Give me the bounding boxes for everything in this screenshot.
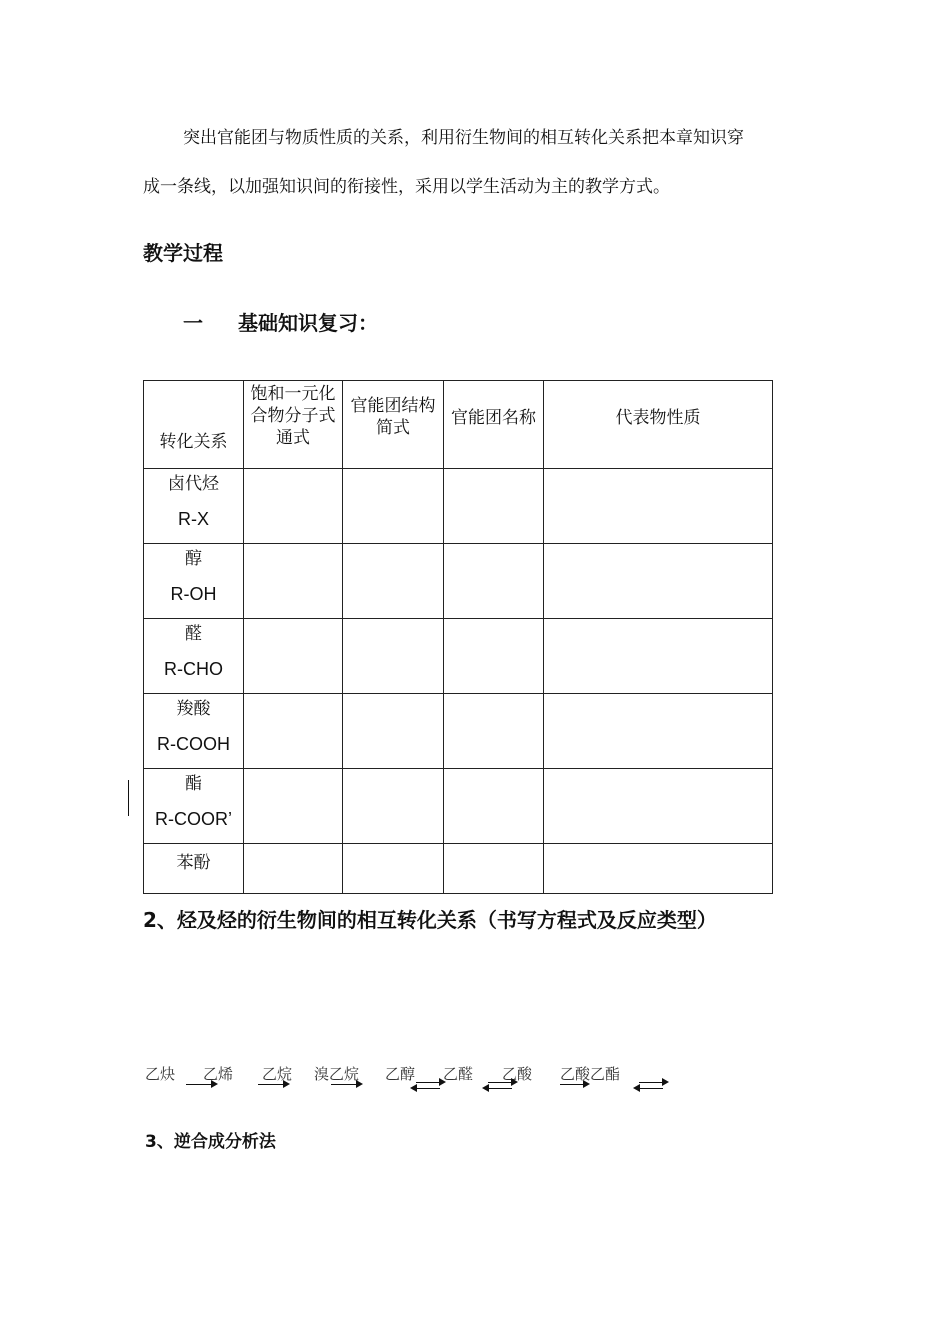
heading-2: 2、烃及烃的衍生物间的相互转化关系（书写方程式及反应类型）	[143, 908, 717, 932]
reverse-arrow-icon	[412, 1088, 440, 1089]
chain-item: 乙醛	[443, 1065, 474, 1083]
intro-line-2: 成一条线，以加强知识间的衔接性，采用以学生活动为主的教学方式。	[143, 177, 670, 197]
right-arrow-icon	[331, 1084, 361, 1085]
empty-cell[interactable]	[244, 469, 343, 544]
header-cell: 转化关系	[144, 381, 244, 469]
subsection-number: 一	[183, 311, 203, 335]
header-cell: 官能团结构简式	[343, 381, 444, 469]
table-header-row	[144, 381, 773, 469]
table-row	[144, 544, 773, 619]
empty-cell[interactable]	[544, 469, 773, 544]
table-row	[144, 469, 773, 544]
reverse-arrow-icon	[484, 1088, 512, 1089]
text-cursor	[128, 780, 129, 816]
row-label-cell: 醛 R-CHO	[144, 619, 244, 694]
header-cell: 代表物性质	[544, 381, 773, 469]
table-row	[144, 844, 773, 894]
forward-arrow-icon	[488, 1082, 516, 1083]
chain-item: 乙烷	[262, 1065, 293, 1083]
empty-cell[interactable]	[544, 844, 773, 894]
right-arrow-icon	[560, 1084, 588, 1085]
reverse-arrow-icon	[635, 1088, 663, 1089]
empty-cell[interactable]	[244, 544, 343, 619]
row-label-cell: 酯 R-COOR’	[144, 769, 244, 844]
row-label-cell: 卤代烃 R-X	[144, 469, 244, 544]
empty-cell[interactable]	[343, 544, 444, 619]
empty-cell[interactable]	[544, 769, 773, 844]
empty-cell[interactable]	[444, 619, 544, 694]
forward-arrow-icon	[416, 1082, 444, 1083]
table-row	[144, 619, 773, 694]
intro-line-1: 突出官能团与物质性质的关系，利用衍生物间的相互转化关系把本章知识穿	[183, 128, 744, 148]
row-label-cell: 苯酚	[144, 844, 244, 894]
empty-cell[interactable]	[444, 469, 544, 544]
empty-cell[interactable]	[544, 694, 773, 769]
empty-cell[interactable]	[544, 544, 773, 619]
section-title: 教学过程	[143, 241, 223, 265]
chain-item: 乙醇	[385, 1065, 416, 1083]
empty-cell[interactable]	[444, 544, 544, 619]
forward-arrow-icon	[639, 1082, 667, 1083]
header-cell: 官能团名称	[444, 381, 544, 469]
empty-cell[interactable]	[343, 619, 444, 694]
empty-cell[interactable]	[444, 694, 544, 769]
chain-item: 乙酸	[502, 1065, 533, 1083]
right-arrow-icon	[186, 1084, 216, 1085]
heading-3: 3、逆合成分析法	[145, 1132, 276, 1152]
review-table	[143, 380, 773, 894]
empty-cell[interactable]	[444, 769, 544, 844]
row-label-cell: 醇 R-OH	[144, 544, 244, 619]
empty-cell[interactable]	[244, 619, 343, 694]
empty-cell[interactable]	[244, 694, 343, 769]
empty-cell[interactable]	[544, 619, 773, 694]
subsection-title: 基础知识复习：	[238, 311, 378, 335]
chain-item: 乙烯	[203, 1065, 234, 1083]
chain-item: 乙酸乙酯	[560, 1065, 621, 1083]
chain-item: 乙炔	[145, 1065, 176, 1083]
right-arrow-icon	[258, 1084, 288, 1085]
empty-cell[interactable]	[343, 694, 444, 769]
table-row	[144, 769, 773, 844]
empty-cell[interactable]	[343, 769, 444, 844]
header-cell: 饱和一元化合物分子式通式	[244, 381, 343, 469]
empty-cell[interactable]	[343, 844, 444, 894]
chain-item: 溴乙烷	[314, 1065, 360, 1083]
empty-cell[interactable]	[343, 469, 444, 544]
empty-cell[interactable]	[244, 769, 343, 844]
row-label-cell: 羧酸 R-COOH	[144, 694, 244, 769]
empty-cell[interactable]	[244, 844, 343, 894]
table-row	[144, 694, 773, 769]
empty-cell[interactable]	[444, 844, 544, 894]
